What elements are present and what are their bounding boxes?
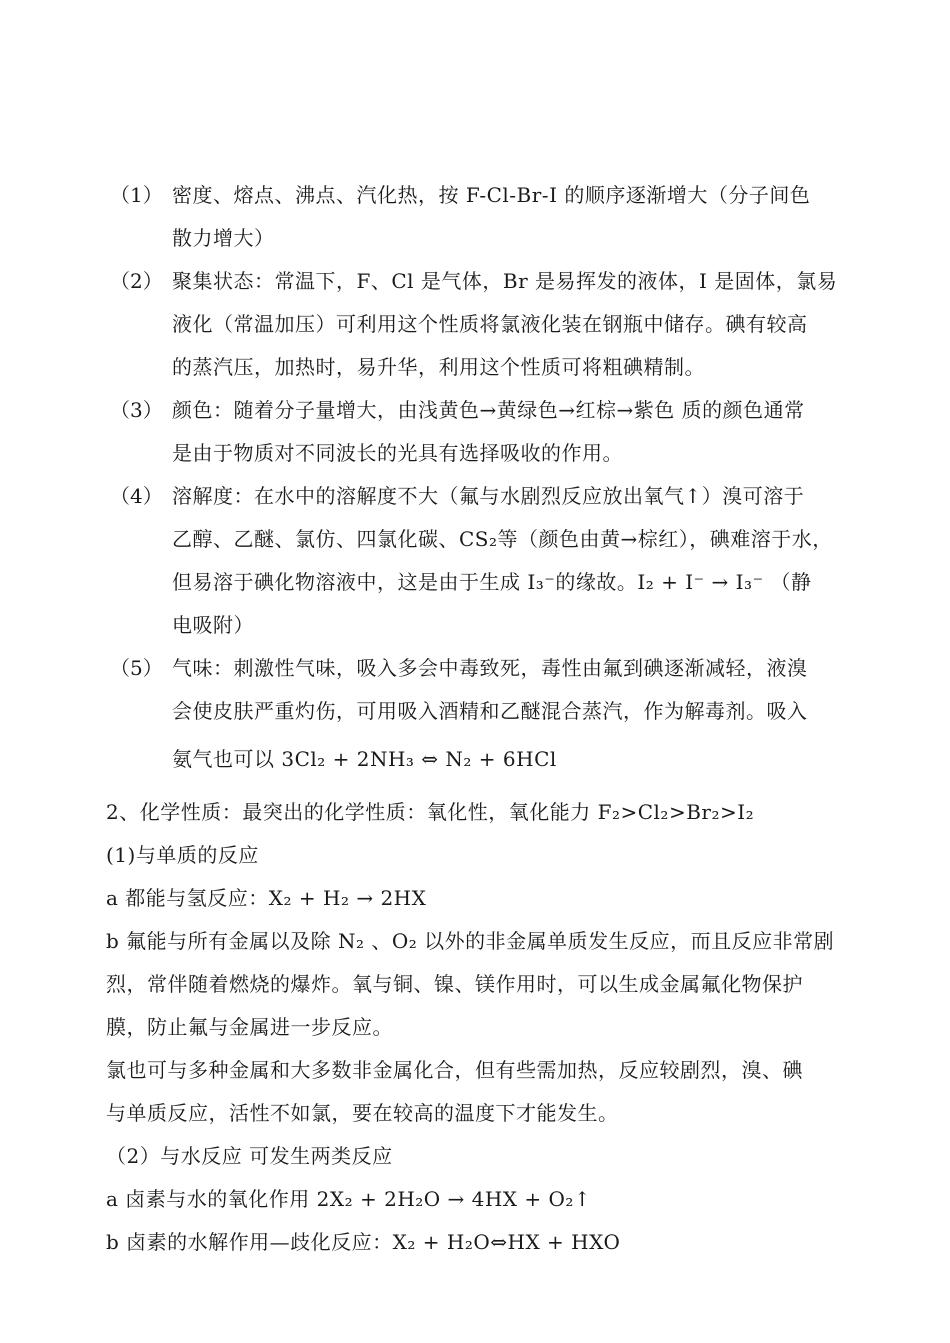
item-text-line: 散力增大） bbox=[172, 226, 275, 250]
paragraph-line: b 氟能与所有金属以及除 N₂ 、O₂ 以外的非金属单质发生反应，而且反应非常剧 bbox=[106, 929, 835, 953]
reaction-a2: a 卤素与水的氧化作用 2X₂ + 2H₂O → 4HX + O₂↑ bbox=[106, 1187, 592, 1211]
item-number: （1） bbox=[110, 183, 163, 207]
item-text-line: 氨气也可以 3Cl₂ + 2NH₃ ⇔ N₂ + 6HCl bbox=[172, 747, 557, 771]
subsection-heading: (1)与单质的反应 bbox=[106, 843, 259, 867]
item-text-line: 密度、熔点、沸点、汽化热，按 F-Cl-Br-I 的顺序逐渐增大（分子间色 bbox=[172, 183, 811, 207]
item-text-line: 但易溶于碘化物溶液中，这是由于生成 I₃⁻的缘故。I₂ + I⁻ → I₃⁻ （静 bbox=[172, 570, 812, 594]
item-number: （5） bbox=[110, 656, 163, 680]
item-text-line: 聚集状态：常温下，F、Cl 是气体，Br 是易挥发的液体，I 是固体，氯易 bbox=[172, 269, 838, 293]
item-text-line: 是由于物质对不同波长的光具有选择吸收的作用。 bbox=[172, 441, 623, 465]
paragraph-line: 烈，常伴随着燃烧的爆炸。氧与铜、镍、镁作用时，可以生成金属氟化物保护 bbox=[106, 972, 803, 996]
subsection-heading: （2）与水反应 可发生两类反应 bbox=[106, 1144, 393, 1168]
item-text-line: 颜色：随着分子量增大，由浅黄色→黄绿色→红棕→紫色 质的颜色通常 bbox=[172, 398, 805, 422]
item-text-line: 气味：刺激性气味，吸入多会中毒致死，毒性由氟到碘逐渐减轻，液溴 bbox=[172, 656, 808, 680]
item-text-line: 溶解度：在水中的溶解度不大（氟与水剧烈反应放出氧气↑）溴可溶于 bbox=[172, 484, 805, 508]
reaction-b2: b 卤素的水解作用—歧化反应：X₂ + H₂O⇔HX + HXO bbox=[106, 1230, 621, 1254]
item-text-line: 的蒸汽压，加热时，易升华，利用这个性质可将粗碘精制。 bbox=[172, 355, 705, 379]
item-text-line: 电吸附） bbox=[172, 613, 254, 637]
paragraph-line: 膜，防止氟与金属进一步反应。 bbox=[106, 1015, 393, 1039]
item-number: （3） bbox=[110, 398, 163, 422]
item-number: （4） bbox=[110, 484, 163, 508]
paragraph-line: 与单质反应，活性不如氯，要在较高的温度下才能发生。 bbox=[106, 1101, 619, 1125]
item-text-line: 会使皮肤严重灼伤，可用吸入酒精和乙醚混合蒸汽，作为解毒剂。吸入 bbox=[172, 699, 808, 723]
paragraph-line: 氯也可与多种金属和大多数非金属化合，但有些需加热，反应较剧烈，溴、碘 bbox=[106, 1058, 803, 1082]
section-heading: 2、化学性质：最突出的化学性质：氧化性，氧化能力 F₂>Cl₂>Br₂>I₂ bbox=[106, 800, 755, 824]
reaction-a1: a 都能与氢反应：X₂ + H₂ → 2HX bbox=[106, 886, 427, 910]
item-text-line: 乙醇、乙醚、氯仿、四氯化碳、CS₂等（颜色由黄→棕红），碘难溶于水， bbox=[172, 527, 833, 551]
item-number: （2） bbox=[110, 269, 163, 293]
item-text-line: 液化（常温加压）可利用这个性质将氯液化装在钢瓶中储存。碘有较高 bbox=[172, 312, 808, 336]
